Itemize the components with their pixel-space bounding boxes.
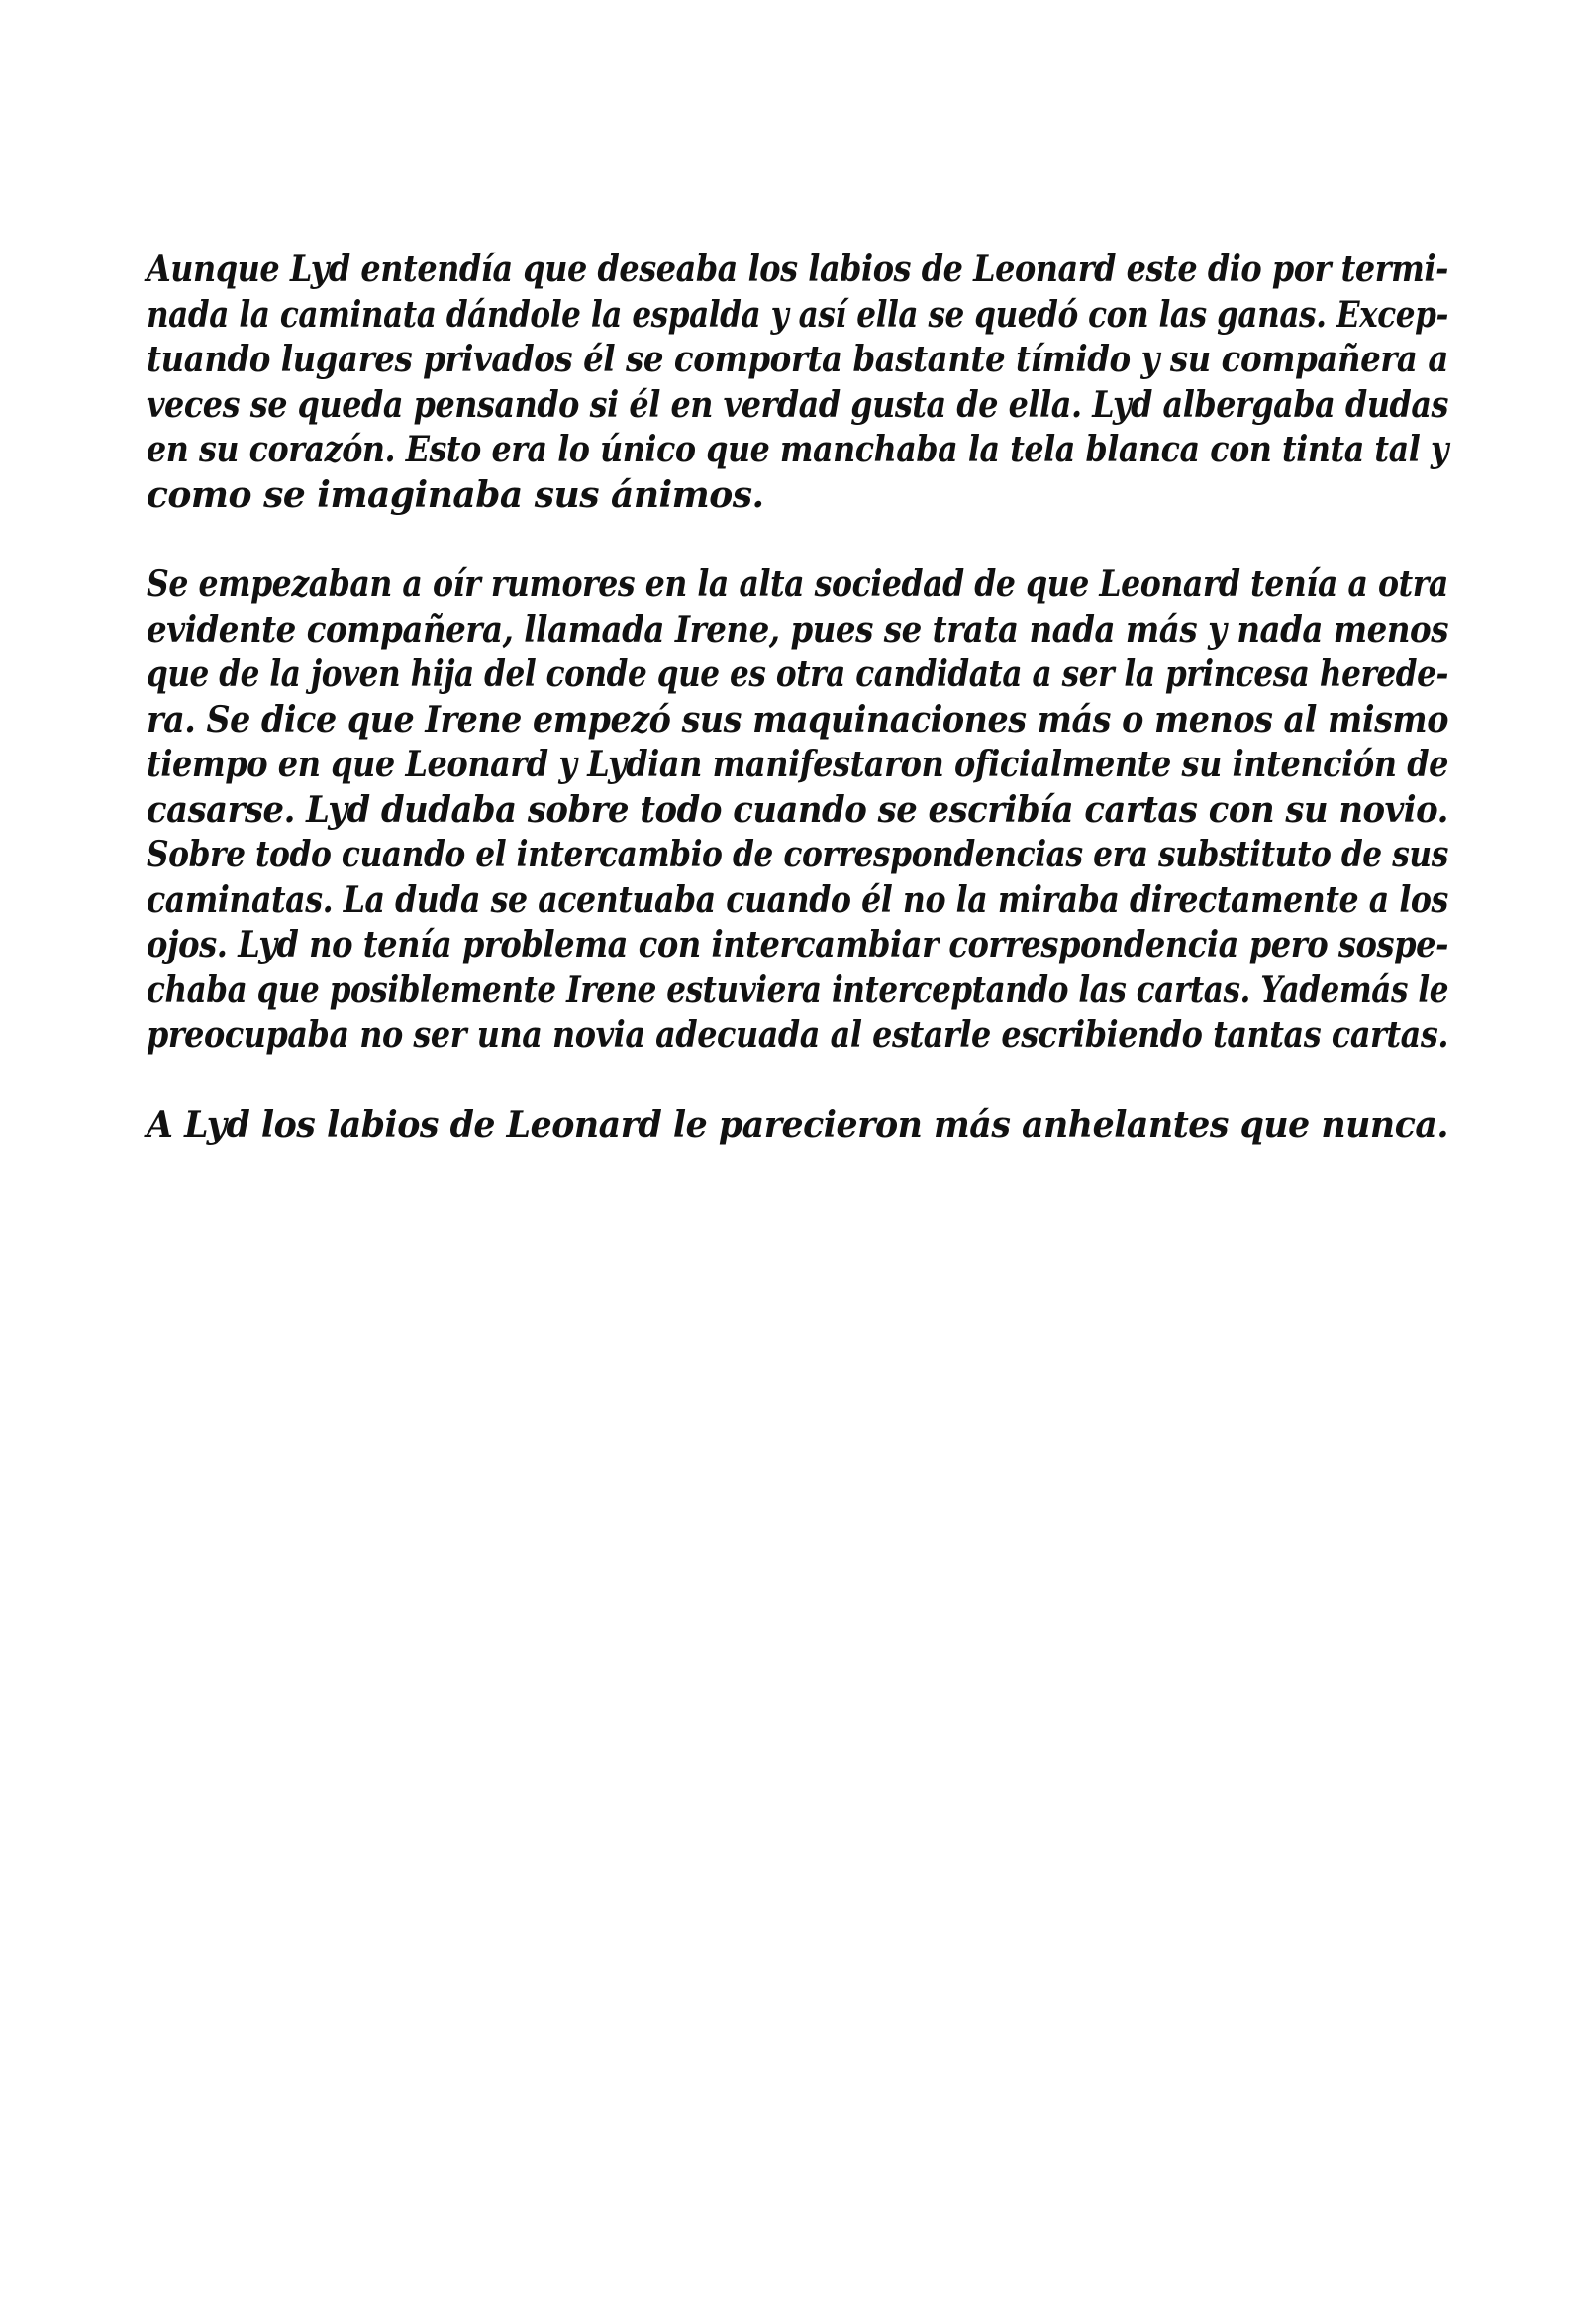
paragraph-3 xyxy=(147,1103,1448,1149)
text-line: Se empezaban a oír rumores en la alta sociedad de que Leonard tenía a otra xyxy=(147,563,1448,605)
text-line: Aunque Lyd entendía que deseaba los labios de Leonard este dio por termi- xyxy=(147,249,1448,290)
text-line: evidente compañera, llamada Irene, pues se trata nada más y nada menos xyxy=(147,608,1449,651)
paragraph-2 xyxy=(147,562,1448,1059)
text-line: ra. Se dice que Irene empezó sus maquinaciones más o menos al mismo xyxy=(147,698,1448,741)
text-line: como se imaginaba sus ánimos. xyxy=(147,473,764,516)
text-line: en su corazón. Esto era lo único que manchaba la tela blanca con tinta tal y xyxy=(147,429,1448,470)
text-line: nada la caminata dándole la espalda y así ella se quedó con las ganas. Excep- xyxy=(147,293,1448,336)
text-line: casarse. Lyd dudaba sobre todo cuando se escribía cartas con su novio. xyxy=(147,788,1448,831)
text-line: Sobre todo cuando el intercambio de correspondencias era substituto de sus xyxy=(147,834,1448,875)
text-line: chaba que posiblemente Irene estuviera interceptando las cartas. Yademás le xyxy=(147,968,1449,1011)
text-line: tuando lugares privados él se comporta bastante tímido y su compañera a xyxy=(147,339,1448,380)
paragraph-1 xyxy=(147,248,1448,518)
text-line: ojos. Lyd no tenía problema con intercambiar correspondencia pero sospe- xyxy=(147,924,1449,965)
text-line: que de la joven hija del conde que es otra candidata a ser la princesa herede- xyxy=(147,654,1448,695)
text-line: veces se queda pensando si él en verdad gusta de ella. Lyd albergaba dudas xyxy=(147,383,1449,426)
text-line: preocupaba no ser una novia adecuada al estarle escribiendo tantas cartas. xyxy=(147,1014,1449,1056)
text-line: A Lyd los labios de Leonard le parecieron más anhelantes que nunca. xyxy=(147,1103,1449,1146)
body-text xyxy=(147,248,1448,1192)
text-line: tiempo en que Leonard y Lydian manifestaron oficialmente su intención de xyxy=(147,744,1449,785)
text-line: caminatas. La duda se acentuaba cuando él no la miraba directamente a los xyxy=(147,878,1448,921)
